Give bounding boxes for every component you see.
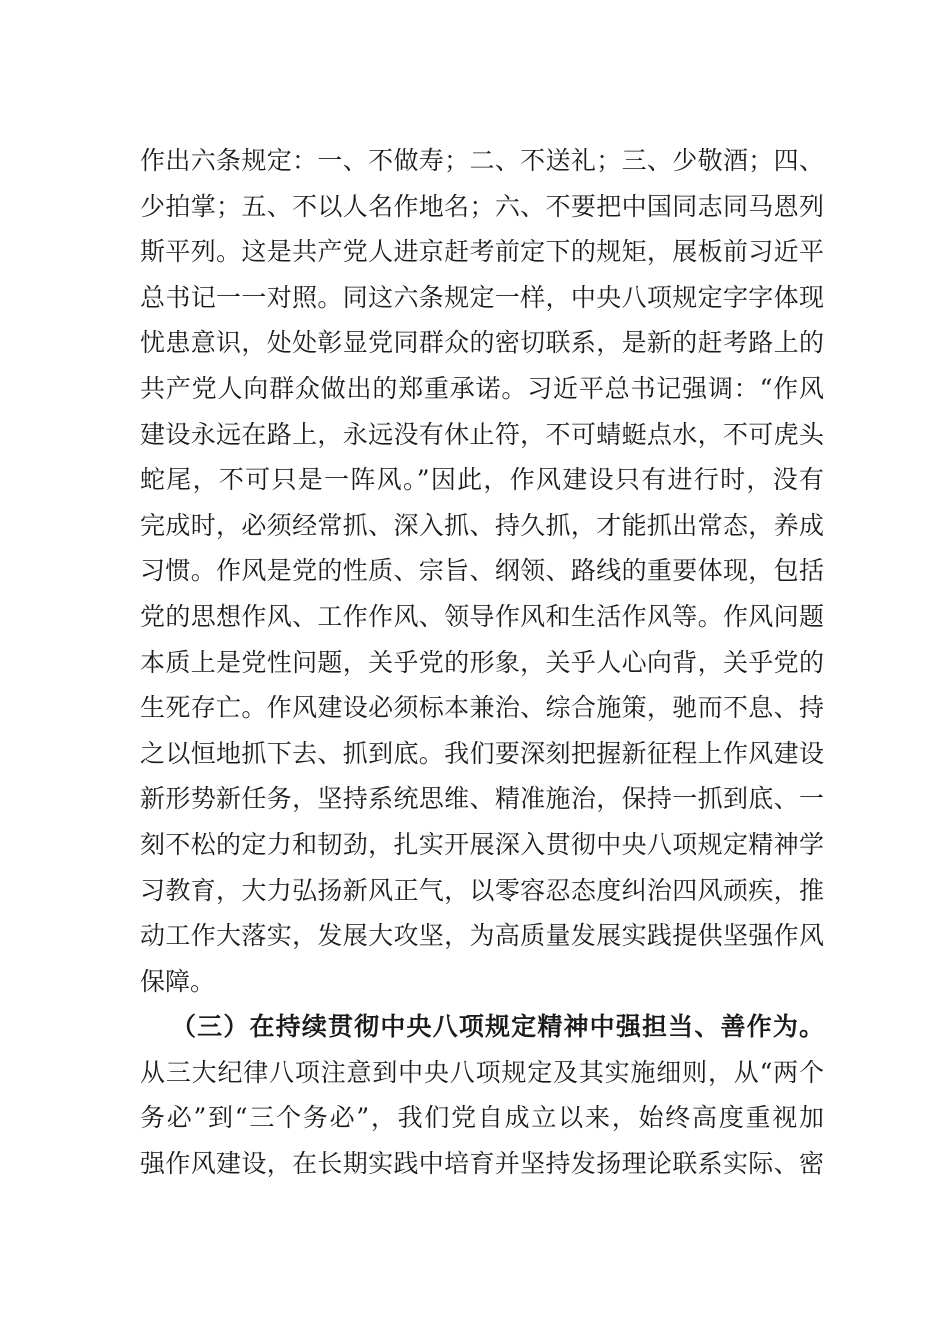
paragraph-section-three xyxy=(140,1004,824,1186)
text-line: 斯平列。这是共产党人进京赶考前定下的规矩，展板前习近平 xyxy=(140,237,824,267)
text-line: 完成时，必须经常抓、深入抓、持久抓，才能抓出常态，养成 xyxy=(140,510,824,540)
text-line: 动工作大落实，发展大攻坚，为高质量发展实践提供坚强作风 xyxy=(140,921,824,951)
text-line: 务必”到“三个务必”，我们党自成立以来，始终高度重视加 xyxy=(140,1103,824,1133)
paragraph-work-style xyxy=(140,138,824,1004)
text-line: 本质上是党性问题，关乎党的形象，关乎人心向背，关乎党的 xyxy=(140,647,824,677)
text-line: 共产党人向群众做出的郑重承诺。习近平总书记强调：“作风 xyxy=(140,373,824,403)
text-line: 党的思想作风、工作作风、领导作风和生活作风等。作风问题 xyxy=(140,601,824,631)
text-line: 蛇尾，不可只是一阵风。”因此，作风建设只有进行时，没有 xyxy=(140,465,824,495)
text-line: 习惯。作风是党的性质、宗旨、纲领、路线的重要体现，包括 xyxy=(140,556,824,586)
section-heading: （三）在持续贯彻中央八项规定精神中强担当、善作为。 xyxy=(171,1012,824,1042)
text-line: 少拍掌；五、不以人名作地名；六、不要把中国同志同马恩列 xyxy=(140,191,824,221)
text-line: 刻不松的定力和韧劲，扎实开展深入贯彻中央八项规定精神学 xyxy=(140,829,824,859)
text-line: 之以恒地抓下去、抓到底。我们要深刻把握新征程上作风建设 xyxy=(140,738,824,768)
text-line: 建设永远在路上，永远没有休止符，不可蜻蜓点水，不可虎头 xyxy=(140,419,824,449)
document-body xyxy=(140,138,824,1187)
text-line: 总书记一一对照。同这六条规定一样，中央八项规定字字体现 xyxy=(140,282,824,312)
text-line: 强作风建设，在长期实践中培育并坚持发扬理论联系实际、密 xyxy=(140,1149,824,1179)
text-line: 生死存亡。作风建设必须标本兼治、综合施策，驰而不息、持 xyxy=(140,693,824,723)
text-line: 新形势新任务，坚持系统思维、精准施治，保持一抓到底、一 xyxy=(140,784,824,814)
text-line: 保障。 xyxy=(140,966,216,996)
text-line: 忧患意识，处处彰显党同群众的密切联系，是新的赶考路上的 xyxy=(140,328,824,358)
text-line: 从三大纪律八项注意到中央八项规定及其实施细则，从“两个 xyxy=(140,1057,824,1087)
text-line: 作出六条规定：一、不做寿；二、不送礼；三、少敬酒；四、 xyxy=(140,146,824,175)
text-line: 习教育，大力弘扬新风正气，以零容忍态度纠治四风顽疾，推 xyxy=(140,875,824,905)
